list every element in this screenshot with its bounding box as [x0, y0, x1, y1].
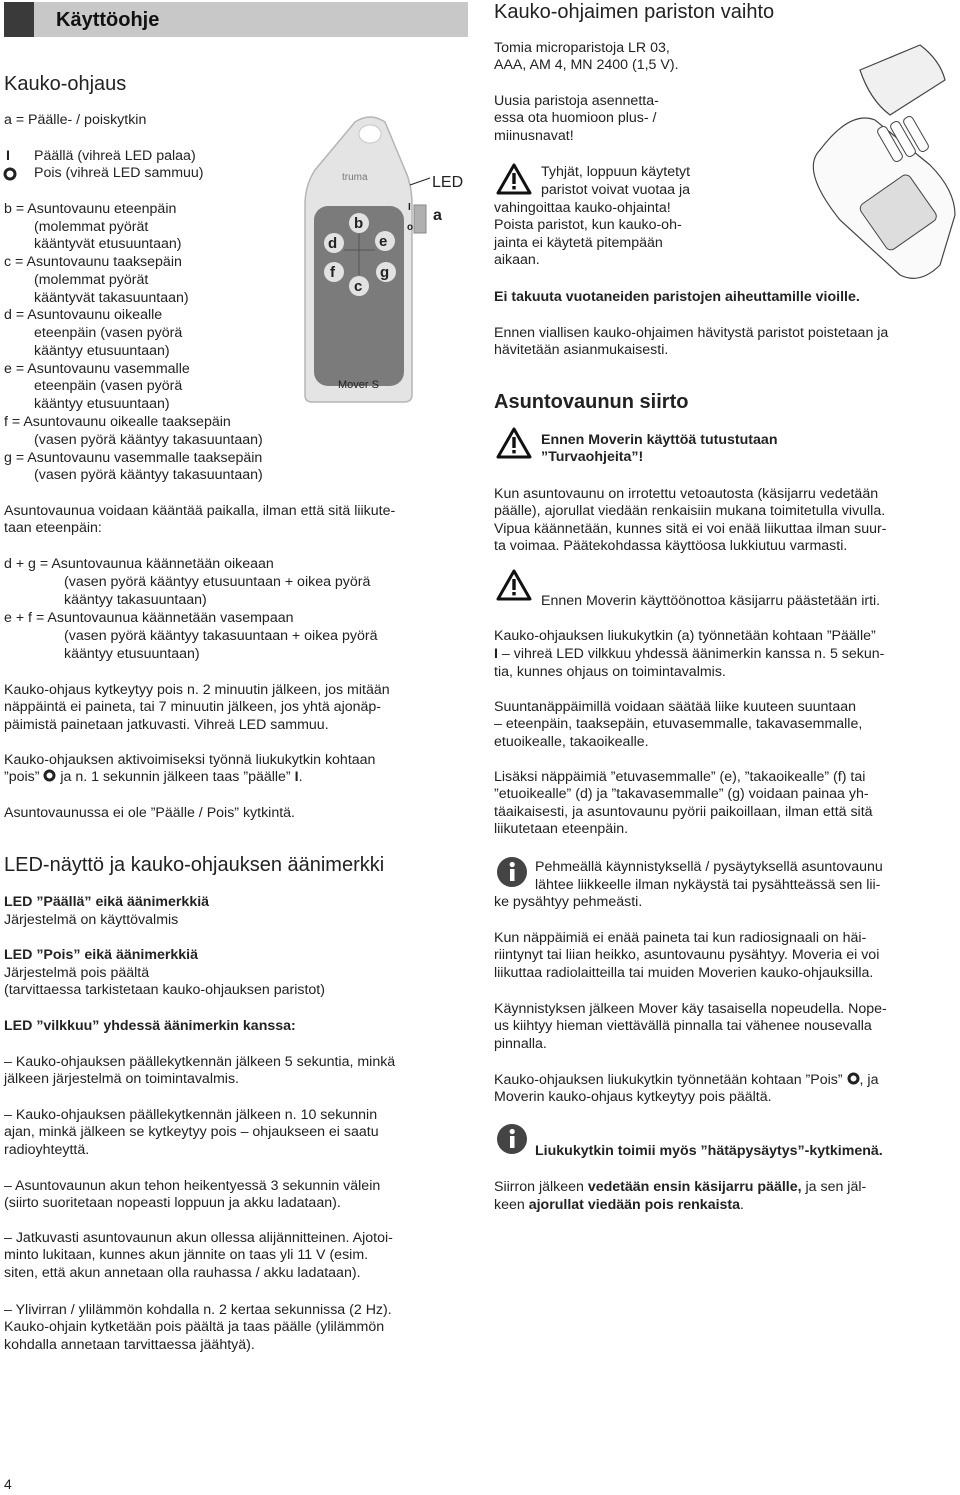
final-text-3: ja sen jäl-	[801, 1179, 867, 1195]
legend-b: b = Asuntovaunu eteenpäin	[4, 201, 177, 217]
on-symbol: I	[6, 148, 10, 164]
led-off-text: Järjestelmä pois päältä (tarvittaessa tarkistetaan kauko-ohjauksen paristot)	[4, 965, 325, 999]
move-paragraph-1: Kun asuntovaunu on irrotettu vetoautosta (käsijarru vedetään päälle), ajorullat viedään renkaisiin mukana toimitetulla vivulla. Vipua käännetään, kunnes sitä ei voi enää liikuttaa ilman suur- ta voimaa. Päätekohdassa käyttöosa lukkiutuu varmasti.	[494, 486, 887, 555]
switch-a-label: a	[433, 207, 442, 224]
legend-d-2: eteenpäin (vasen pyörä	[34, 325, 183, 341]
header-bar	[4, 2, 468, 37]
header-block	[4, 2, 34, 37]
bullet-2: – Kauko-ohjauksen päällekytkennän jälkeen n. 10 sekunnin ajan, minkä jälkeen se kytkeytyy pois – ohjaukseen ei saatu radioyhteyttä.	[4, 1107, 379, 1158]
legend-e-3: kääntyy etusuuntaan)	[34, 396, 170, 412]
combo-ef-2: (vasen pyörä kääntyy takasuuntaan + oikea pyörä	[64, 628, 378, 644]
page-title: Käyttöohje	[56, 9, 160, 31]
label-g: g	[380, 264, 390, 281]
move-paragraph-7-line-1	[494, 1072, 878, 1089]
move-paragraph-2-line-3: tia, kunnes ohjaus on toimintavalmis.	[494, 664, 726, 680]
warning-icon	[496, 569, 532, 601]
legend-g: g = Asuntovaunu vasemmalle taaksepäin	[4, 450, 263, 466]
on-symbol: I	[294, 769, 299, 785]
warning-3-text: Ennen Moverin käyttöönottoa käsijarru päästetään irti.	[541, 593, 881, 609]
turn-paragraph: Asuntovaunua voidaan kääntää paikalla, ilman että sitä liikute- taan eteenpäin:	[4, 503, 396, 537]
remote-model: Mover S	[338, 379, 379, 391]
label-b: b	[354, 215, 364, 232]
on-symbol: I	[494, 646, 498, 662]
disposal-text: Ennen viallisen kauko-ohjaimen hävitystä paristot poistetaan ja hävitetään asianmukaisesti.	[494, 325, 889, 359]
section-heading-battery: Kauko-ohjaimen pariston vaihto	[494, 1, 775, 23]
legend-a: a = Päälle- / poiskytkin	[4, 112, 147, 128]
legend-f-2: (vasen pyörä kääntyy takasuuntaan)	[34, 432, 263, 448]
legend-d-3: kääntyy etusuuntaan)	[34, 343, 170, 359]
bullet-5: – Ylivirran / ylilämmön kohdalla n. 2 kertaa sekunnissa (2 Hz). Kauko-ohjain kytketään pois päältä ja taas päälle (ylilämmön kohdalla annetaan tarvittaessa jäähtyä).	[4, 1302, 392, 1353]
remote-brand: truma	[342, 172, 368, 183]
no-switch-text: Asuntovaunussa ei ole ”Päälle / Pois” kytkintä.	[4, 805, 295, 821]
off-symbol-icon	[847, 1072, 860, 1085]
legend-c-2: (molemmat pyörät	[34, 272, 149, 288]
info-icon	[496, 1123, 528, 1155]
warning-1-line-2: paristot voivat vuotaa ja	[541, 182, 691, 198]
bullet-1: – Kauko-ohjauksen päällekytkennän jälkeen 5 sekuntia, minkä jälkeen järjestelmä on toimintavalmis.	[4, 1054, 396, 1088]
label-f: f	[330, 264, 335, 281]
off-text: Pois (vihreä LED sammuu)	[34, 165, 204, 181]
move-paragraph-7-text: Kauko-ohjauksen liukukytkin työnnetään kohtaan ”Pois”	[494, 1072, 847, 1088]
final-text-1: Siirron jälkeen	[494, 1179, 588, 1195]
led-label: LED	[432, 174, 464, 191]
info-icon	[496, 856, 528, 888]
no-warranty-text: Ei takuuta vuotaneiden paristojen aiheuttamille vioille.	[494, 289, 860, 305]
move-paragraph-2-line-2	[494, 646, 884, 663]
section-heading-led: LED-näyttö ja kauko-ohjauksen äänimerkki	[4, 854, 385, 876]
auto-off-paragraph: Kauko-ohjaus kytkeytyy pois n. 2 minuutin jälkeen, jos mitään näppäintä ei paineta, tai 7 minuutin jälkeen, jos yhtä ajonäp- päimistä painetaan jatkuvasti. Vihreä LED sammuu.	[4, 682, 390, 733]
warning-1-line-1: Tyhjät, loppuun käytetyt	[541, 164, 691, 180]
legend-c-3: kääntyvät takasuuntaan)	[34, 290, 189, 306]
move-paragraph-2-line-2-text: – vihreä LED vilkkuu yhdessä äänimerkin kanssa n. 5 sekun-	[497, 646, 885, 662]
final-text-4: keen	[494, 1197, 529, 1213]
label-c: c	[354, 278, 363, 295]
move-paragraph-3: Suuntanäppäimillä voidaan säätää liike kuuteen suuntaan – eteenpäin, taaksepäin, etuvasemmalle, takavasemmalle, etuoikealle, takaoikealle.	[494, 699, 863, 750]
led-on-text: Järjestelmä on käyttövalmis	[4, 912, 179, 928]
activate-pois: ”pois”	[4, 769, 44, 785]
warning-icon	[496, 163, 532, 195]
move-paragraph-2-line-1: Kauko-ohjauksen liukukytkin (a) työnnetään kohtaan ”Päälle”	[494, 628, 876, 644]
warning-icon	[496, 427, 532, 459]
legend-e: e = Asuntovaunu vasemmalle	[4, 361, 190, 377]
off-symbol-icon	[43, 769, 56, 782]
final-text-2: vedetään ensin käsijarru päälle,	[587, 1179, 802, 1195]
legend-c: c = Asuntovaunu taaksepäin	[4, 254, 182, 270]
battery-cover	[860, 45, 945, 115]
move-paragraph-7-tail: , ja	[859, 1072, 879, 1088]
warning-1-rest: vahingoittaa kauko-ohjainta! Poista paristot, kun kauko-oh- jainta ei käytetä pitempään aikaan.	[494, 200, 682, 269]
info-1-line-1: Pehmeällä käynnistyksellä / pysäytyksellä asuntovaunu	[535, 859, 883, 875]
combo-dg: d + g = Asuntovaunua käännetään oikeaan	[4, 556, 274, 572]
led-off-heading: LED ”Pois” eikä äänimerkkiä	[4, 947, 198, 963]
remote-illustration	[300, 110, 475, 410]
led-on-heading: LED ”Päällä” eikä äänimerkkiä	[4, 894, 210, 910]
on-text: Päällä (vihreä LED palaa)	[34, 148, 196, 164]
label-e: e	[379, 233, 388, 250]
activate-line-1: Kauko-ohjauksen aktivoimiseksi työnnä liukukytkin kohtaan	[4, 752, 376, 768]
final-line-1	[494, 1179, 866, 1196]
led-pointer	[410, 178, 430, 185]
info-2-text: Liukukytkin toimii myös ”hätäpysäytys”-kytkimenä.	[535, 1143, 883, 1159]
combo-dg-2: (vasen pyörä kääntyy etusuuntaan + oikea pyörä	[64, 574, 371, 590]
off-symbol-icon	[3, 167, 17, 181]
legend-b-2: (molemmat pyörät	[34, 219, 149, 235]
activate-line-2: ”pois” ja n. 1 sekunnin jälkeen taas ”päälle” I.	[4, 769, 303, 785]
legend-e-2: eteenpäin (vasen pyörä	[34, 378, 183, 394]
final-line-2	[494, 1197, 744, 1214]
legend-f: f = Asuntovaunu oikealle taaksepäin	[4, 414, 231, 430]
info-1-line-2: lähtee liikkeelle ilman nykäystä tai pysähtteässä sen lii-	[535, 877, 881, 893]
combo-dg-3: kääntyy takasuuntaan)	[64, 592, 207, 608]
led-blink-heading: LED ”vilkkuu” yhdessä äänimerkin kanssa:	[4, 1018, 296, 1034]
warning-2-text: Ennen Moverin käyttöä tutustutaan ”Turvaohjeita”!	[541, 432, 778, 466]
battery-remote-illustration	[790, 40, 960, 285]
legend-g-2: (vasen pyörä kääntyy takasuuntaan)	[34, 467, 263, 483]
final-text-6: .	[740, 1197, 744, 1213]
move-paragraph-7-line-2: Moverin kauko-ohjaus kytkeytyy pois päältä.	[494, 1089, 772, 1105]
info-1-line-3: ke pysähtyy pehmeästi.	[494, 894, 643, 910]
switch-off-mark: o	[407, 222, 414, 233]
remote-hole	[359, 125, 381, 143]
move-paragraph-5: Kun näppäimiä ei enää paineta tai kun radiosignaali on häi- riintynyt tai liian heikko, asuntovaunu pysähtyy. Moveria ei voi liikuttaa radiolaitteilla tai muiden Moverien kauko-ohjauksilla.	[494, 930, 880, 981]
section-heading-remote: Kauko-ohjaus	[4, 73, 127, 95]
legend-b-3: kääntyvät etusuuntaan)	[34, 236, 182, 252]
legend-d: d = Asuntovaunu oikealle	[4, 307, 163, 323]
activate-paalle: ja n. 1 sekunnin jälkeen taas ”päälle”	[56, 769, 295, 785]
combo-ef: e + f = Asuntovaunua käännetään vasempaan	[4, 610, 294, 626]
combo-ef-3: kääntyy etusuuntaan)	[64, 646, 200, 662]
bullet-4: – Jatkuvasti asuntovaunun akun ollessa alijännitteinen. Ajotoi- minto lukitaan, kunnes akun jännite on taas yli 11 V (esim. siten, että akun annetaan olla rauhassa / akku ladataan).	[4, 1230, 393, 1281]
move-paragraph-4: Lisäksi näppäimiä ”etuvasemmalle” (e), ”takaoikealle” (f) tai ”etuoikealle” (d) ja ”takavasemmalle” (g) voidaan painaa yh- täaikaisesti, ja asuntovaunu pyörii paikoillaan, ilman että sitä liikutetaan eteenpäin.	[494, 769, 873, 838]
bullet-3: – Asuntovaunun akun tehon heikentyessä 3 sekunnin välein (siirto suoritetaan nopeasti loppuun ja akku ladataan).	[4, 1178, 381, 1212]
final-text-5: ajorullat viedään pois renkaista	[528, 1197, 741, 1213]
label-d: d	[328, 235, 338, 252]
battery-polarity-text: Uusia paristoja asennetta- essa ota huomioon plus- / miinusnavat!	[494, 93, 659, 144]
move-paragraph-6: Käynnistyksen jälkeen Mover käy tasaisella nopeudella. Nope- us kiihtyy hieman viettävällä pinnalla tai vähenee nousevalla pinnalla.	[494, 1001, 887, 1052]
section-heading-move: Asuntovaunun siirto	[494, 391, 689, 413]
slide-switch	[414, 205, 426, 233]
battery-type-text: Tomia microparistoja LR 03, AAA, AM 4, MN 2400 (1,5 V).	[494, 40, 679, 74]
page-number: 4	[4, 1476, 12, 1492]
switch-on-mark: I	[408, 202, 411, 213]
